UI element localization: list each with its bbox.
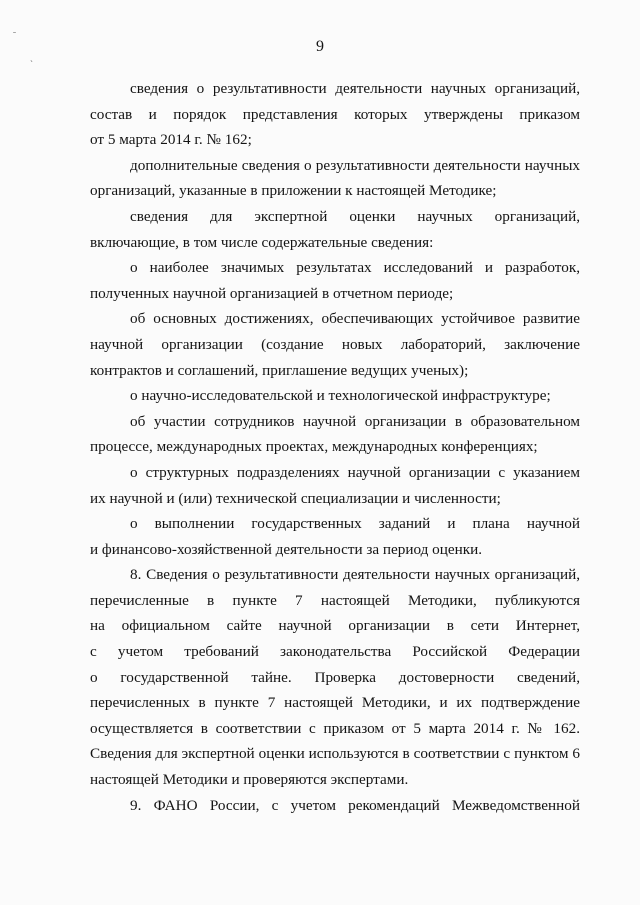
text-line: о выполнении государственных заданий и плана научной (130, 515, 580, 533)
text-line: 8. Сведения о результативности деятельности научных организаций, (130, 566, 580, 584)
paragraph (90, 409, 580, 460)
margin-mark: ˏ (30, 52, 33, 62)
text-line: 9. ФАНО России, с учетом рекомендаций Межведомственной (130, 796, 580, 814)
text-line: настоящей Методики и проверяются экспертами. (90, 771, 409, 789)
text-line: Сведения для экспертной оценки используются в соответствии с пунктом 6 (90, 745, 580, 763)
paragraph (90, 460, 580, 511)
paragraph (90, 153, 580, 204)
text-line: состав и порядок представления которых утверждены приказом (90, 105, 580, 123)
text-line: перечисленных в пункте 7 настоящей Методики, и их подтверждение (90, 694, 580, 712)
text-line: о научно-исследовательской и технологической инфраструктуре; (130, 387, 551, 405)
paragraph (90, 383, 580, 409)
text-line: научной организации (создание новых лабораторий, заключение (90, 335, 580, 353)
margin-mark: ˗ (13, 26, 16, 36)
text-line: об основных достижениях, обеспечивающих устойчивое развитие (130, 310, 580, 328)
text-line: сведения для экспертной оценки научных организаций, (130, 207, 580, 225)
paragraph (90, 562, 580, 792)
text-line: полученных научной организацией в отчетном периоде; (90, 284, 454, 302)
text-line: сведения о результативности деятельности научных организаций, (130, 80, 580, 97)
text-line: о наиболее значимых результатах исследований и разработок, (130, 259, 580, 277)
paragraph (90, 511, 580, 562)
page-number: 9 (316, 38, 324, 55)
text-line: включающие, в том числе содержательные сведения: (90, 233, 434, 251)
text-line: с учетом требований законодательства Российской Федерации (90, 643, 580, 661)
text-line: организаций, указанные в приложении к настоящей Методике; (90, 182, 497, 200)
text-line: об участии сотрудников научной организации в образовательном (130, 412, 580, 430)
paragraph (90, 255, 580, 306)
text-line: и финансово-хозяйственной деятельности за период оценки. (90, 540, 483, 558)
text-line: перечисленные в пункте 7 настоящей Методики, публикуются (90, 591, 580, 609)
text-line: их научной и (или) технической специализации и численности; (90, 489, 501, 507)
text-line: о структурных подразделениях научной организации с указанием (130, 463, 580, 481)
paragraph (90, 76, 580, 153)
paragraph (90, 306, 580, 383)
text-line: дополнительные сведения о результативности деятельности научных (130, 156, 580, 174)
text-line: процессе, международных проектах, международных конференциях; (90, 438, 538, 456)
paragraph (90, 793, 580, 819)
text-line: контрактов и соглашений, приглашение ведущих ученых); (90, 361, 469, 379)
text-line: от 5 марта 2014 г. № 162; (90, 131, 252, 149)
text-line: на официальном сайте научной организации в сети Интернет, (90, 617, 580, 635)
paragraph (90, 204, 580, 255)
document-body (90, 76, 580, 818)
text-line: о государственной тайне. Проверка достоверности сведений, (90, 668, 580, 686)
text-line: осуществляется в соответствии с приказом от 5 марта 2014 г. № 162. (90, 719, 580, 737)
